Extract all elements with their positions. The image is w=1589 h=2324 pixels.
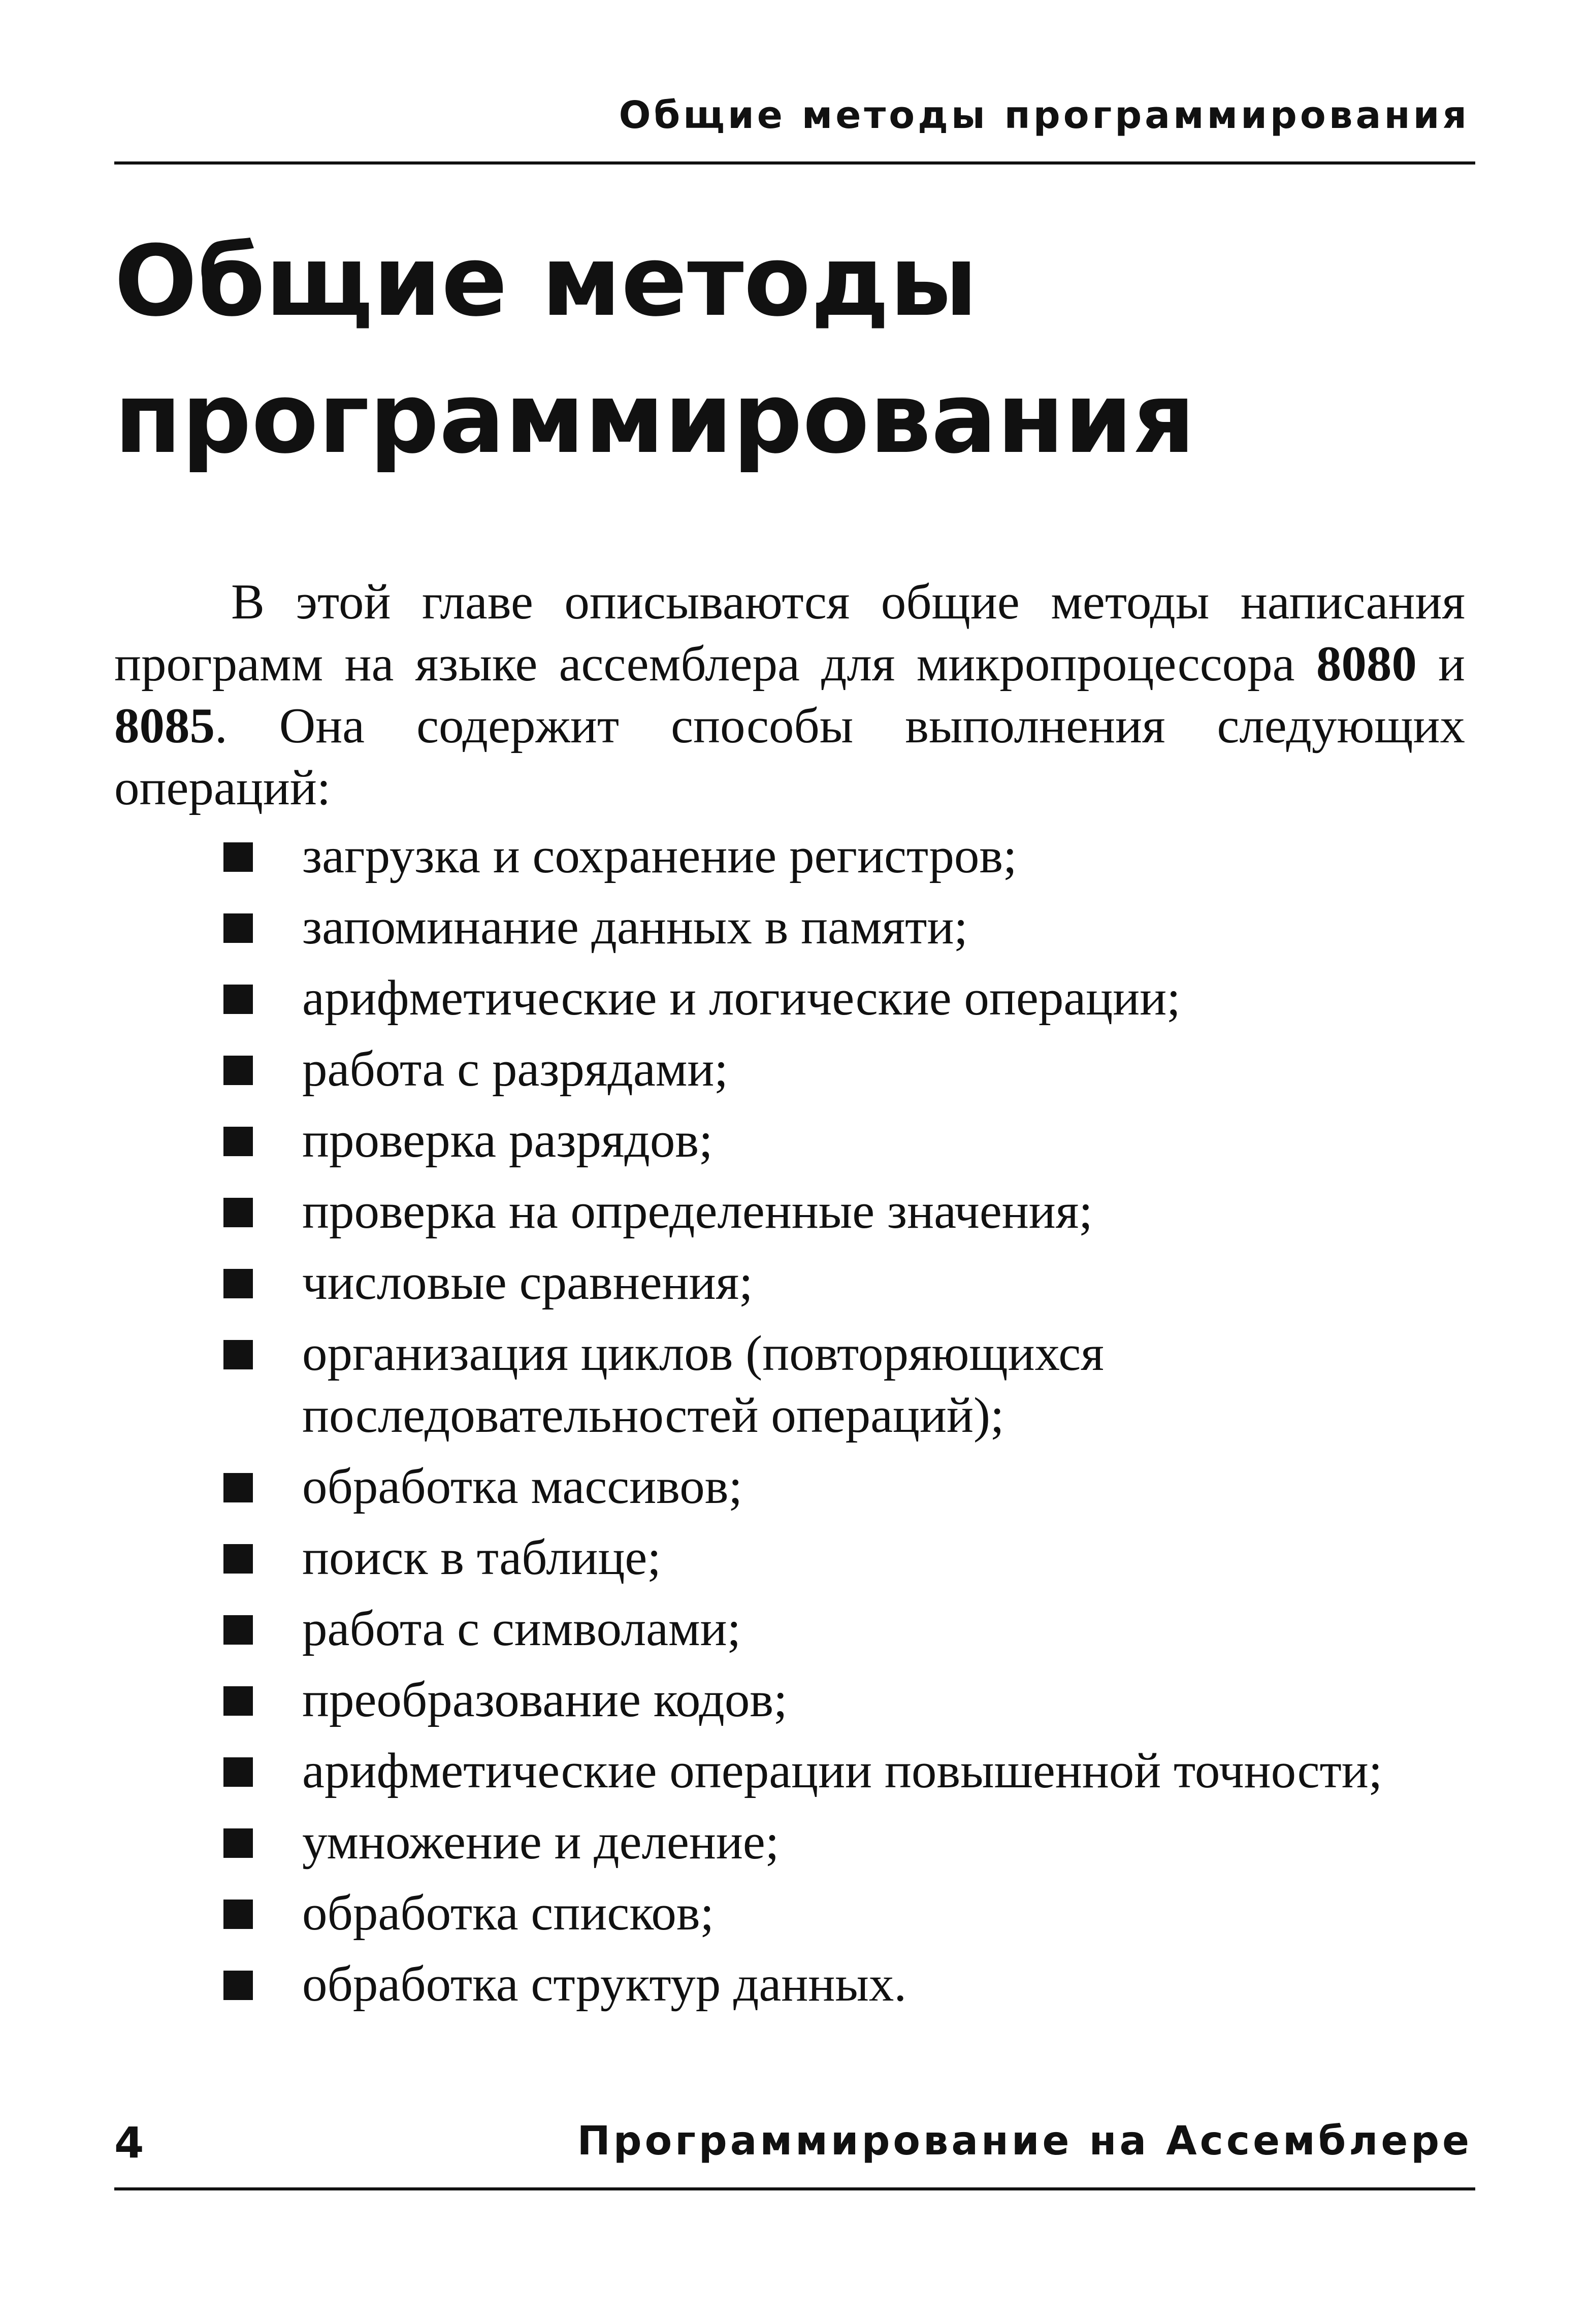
list-item: [223, 1456, 1473, 1518]
list-item-text: обработка структур данных.: [302, 1956, 907, 2012]
list-item: [223, 1527, 1473, 1589]
list-item-text: обработка массивов;: [302, 1459, 743, 1514]
list-item: [223, 1252, 1473, 1314]
list-item: [223, 1038, 1473, 1100]
list-item-text: поиск в таблице;: [302, 1530, 661, 1585]
square-bullet-icon: [223, 1615, 253, 1645]
page-number: 4: [114, 2118, 144, 2168]
intro-text-3: . Она содержит способы выполнения следующих операций:: [114, 698, 1465, 815]
square-bullet-icon: [223, 1340, 253, 1369]
square-bullet-icon: [223, 1757, 253, 1787]
square-bullet-icon: [223, 1544, 253, 1574]
list-item-text: запоминание данных в памяти;: [302, 899, 968, 955]
square-bullet-icon: [223, 1127, 253, 1156]
chapter-title: [114, 213, 1460, 487]
square-bullet-icon: [223, 1828, 253, 1858]
square-bullet-icon: [223, 1198, 253, 1227]
list-item-text: проверка на определенные значения;: [302, 1184, 1093, 1239]
list-item: [223, 1181, 1473, 1242]
square-bullet-icon: [223, 1971, 253, 2000]
square-bullet-icon: [223, 1686, 253, 1716]
square-bullet-icon: [223, 1900, 253, 1929]
list-item: [223, 825, 1473, 887]
square-bullet-icon: [223, 1473, 253, 1502]
list-item: [223, 1953, 1473, 2015]
list-item-text: арифметические и логические операции;: [302, 970, 1181, 1026]
footer-book-title: Программирование на Ассемблере: [577, 2118, 1472, 2164]
square-bullet-icon: [223, 1269, 253, 1298]
square-bullet-icon: [223, 1056, 253, 1085]
intro-paragraph: [114, 571, 1465, 819]
square-bullet-icon: [223, 985, 253, 1014]
list-item: [223, 1598, 1473, 1660]
intro-number-8080: 8080: [1316, 636, 1417, 692]
list-item-text: организация циклов (повторяющихся последовательностей операций);: [302, 1326, 1104, 1443]
chapter-title-line-1: Общие методы: [114, 225, 978, 338]
list-item: [223, 1811, 1473, 1873]
list-item-text: умножение и деление;: [302, 1814, 780, 1870]
operations-list: [223, 825, 1473, 2024]
running-header: Общие методы программирования: [619, 93, 1470, 137]
list-item: [223, 1740, 1473, 1802]
intro-number-8085: 8085: [114, 698, 215, 754]
list-item: [223, 1109, 1473, 1171]
list-item-text: работа с разрядами;: [302, 1041, 728, 1097]
header-rule: [114, 161, 1475, 165]
list-item-text: арифметические операции повышенной точности;: [302, 1743, 1383, 1798]
intro-text-2: и: [1416, 636, 1466, 692]
list-item: [223, 1323, 1473, 1447]
list-item: [223, 1669, 1473, 1731]
intro-text-1: В этой главе описываются общие методы написания программ на языке ассемблера для микропроцессора: [114, 574, 1465, 692]
square-bullet-icon: [223, 913, 253, 943]
list-item-text: числовые сравнения;: [302, 1255, 753, 1310]
chapter-title-line-2: программирования: [114, 362, 1195, 475]
square-bullet-icon: [223, 842, 253, 872]
list-item-text: работа с символами;: [302, 1601, 741, 1656]
list-item: [223, 1882, 1473, 1944]
list-item-text: обработка списков;: [302, 1885, 715, 1941]
list-item-text: загрузка и сохранение регистров;: [302, 828, 1017, 883]
list-item-text: преобразование кодов;: [302, 1672, 788, 1727]
list-item-text: проверка разрядов;: [302, 1112, 713, 1168]
footer-rule: [114, 2187, 1475, 2190]
list-item: [223, 896, 1473, 958]
list-item: [223, 967, 1473, 1029]
